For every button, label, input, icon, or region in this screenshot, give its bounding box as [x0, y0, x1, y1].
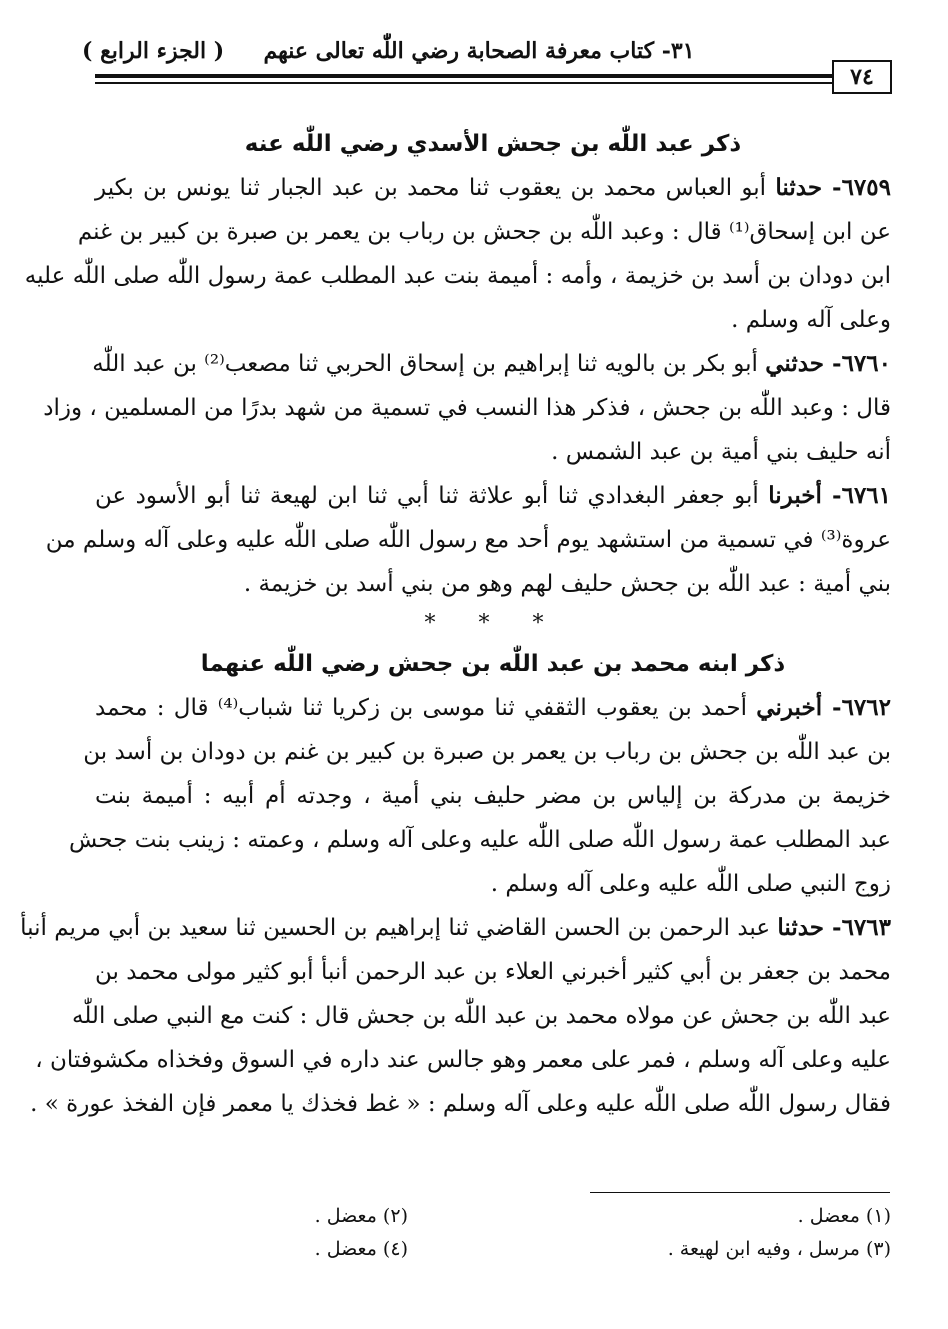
footnote-4: (٤) معضل .	[314, 1238, 408, 1260]
main-text	[20, 122, 892, 1126]
hadith-number: ٦٧٦١- أخبرنا	[768, 482, 892, 509]
hadith-number: ٦٧٦٣- حدثنا	[777, 914, 891, 941]
hadith-6763	[20, 906, 891, 1126]
hadith-6759	[24, 166, 891, 342]
hadith-6760	[43, 342, 891, 474]
section-heading-muhammad: ذكر ابنه محمد بن عبد اللّٰه بن جحش رضي اللّٰه عنهما	[200, 651, 786, 677]
hadith-text-line: محمد بن جعفر بن أبي كثير أخبرني العلاء بن عبد الرحمن أنبأ أبو كثير مولى محمد بن	[95, 959, 891, 985]
hadith-text-line: أبو بكر بن بالويه ثنا إبراهيم بن إسحاق الحربي ثنا مصعب⁽²⁾ بن عبد اللّٰه	[92, 351, 758, 377]
hadith-text-line: عبد المطلب عمة رسول اللّٰه صلى اللّٰه عليه وعلى آله وسلم ، وعمته : زينب بنت جحش	[69, 827, 891, 853]
hadith-text-line: زوج النبي صلى اللّٰه عليه وعلى آله وسلم .	[490, 871, 891, 897]
hadith-number: ٦٧٦٠- حدثني	[765, 350, 891, 377]
hadith-text-line: عن ابن إسحاق⁽¹⁾ قال : وعبد اللّٰه بن جحش بن رباب بن يعمر بن صبرة بن كبير بن غنم	[77, 219, 891, 245]
hadith-6762	[69, 686, 891, 906]
running-header-title: ٣١- كتاب معرفة الصحابة رضي اللّٰه تعالى عنهم	[263, 38, 695, 64]
hadith-text-line: فقال رسول اللّٰه صلى اللّٰه عليه وعلى آله وسلم : « غط فخذك يا معمر فإن الفخذ عورة » .	[30, 1091, 891, 1117]
hadith-6761	[45, 474, 892, 606]
hadith-text-line: أنه حليف بني أمية بن عبد الشمس .	[551, 439, 891, 465]
hadith-text-line: عبد الرحمن بن الحسن القاضي ثنا إبراهيم بن الحسين ثنا سعيد بن أبي مريم أنبأ	[20, 915, 771, 941]
section-separator: * * *	[424, 611, 562, 636]
hadith-text-line: عروة⁽³⁾ في تسمية من استشهد يوم أحد مع رسول اللّٰه صلى اللّٰه عليه وعلى آله وسلم من	[45, 527, 891, 553]
hadith-number: ٦٧٥٩- حدثنا	[775, 174, 891, 201]
footnote-1: (١) معضل .	[797, 1205, 891, 1227]
footnote-2: (٢) معضل .	[314, 1205, 408, 1227]
page-number: ٧٤	[850, 64, 874, 90]
header-rule-thin	[95, 82, 833, 84]
hadith-text-line: بني أمية : عبد اللّٰه بن جحش حليف لهم وهو من بني أسد بن خزيمة .	[243, 571, 891, 597]
section-heading-abdullah: ذكر عبد اللّٰه بن جحش الأسدي رضي اللّٰه عنه	[244, 131, 742, 157]
header-rule-thick	[95, 74, 833, 78]
hadith-text-line: أبو جعفر البغدادي ثنا أبو علاثة ثنا أبي ثنا ابن لهيعة ثنا أبو الأسود عن	[95, 483, 759, 509]
hadith-text-line: بن عبد اللّٰه بن جحش بن رباب بن يعمر بن صبرة بن كبير بن غنم بن دودان بن أسد بن	[83, 739, 891, 765]
hadith-text-line: خزيمة بن مدركة بن إلياس بن مضر حليف بني أمية ، وجدته أم أبيه : أميمة بنت	[95, 783, 891, 809]
hadith-number: ٦٧٦٢- أخبرني	[756, 694, 891, 721]
footnote-3: (٣) مرسل ، وفيه ابن لهيعة .	[667, 1238, 891, 1260]
hadith-text-line: ابن دودان بن أسد بن خزيمة ، وأمه : أميمة بنت عبد المطلب عمة رسول اللّٰه صلى اللّٰه عليه	[24, 263, 891, 289]
hadith-text-line: أبو العباس محمد بن يعقوب ثنا محمد بن عبد الجبار ثنا يونس بن بكير	[95, 175, 767, 201]
hadith-text-line: وعلى آله وسلم .	[731, 307, 891, 333]
footnote-rule	[590, 1192, 890, 1193]
hadith-text-line: عليه وعلى آله وسلم ، فمر على معمر وهو جالس عند داره في السوق وفخذاه مكشوفتان ،	[35, 1047, 891, 1073]
hadith-text-line: عبد اللّٰه بن جحش عن مولاه محمد بن عبد اللّٰه بن جحش قال : كنت مع النبي صلى اللّٰه	[71, 1003, 891, 1029]
page-number-box	[832, 60, 892, 94]
running-header-volume: ( الجزء الرابع )	[82, 38, 225, 64]
hadith-text-line: قال : وعبد اللّٰه بن جحش ، فذكر هذا النسب في تسمية من شهد بدرًا من المسلمين ، وزاد	[43, 395, 891, 421]
hadith-text-line: أحمد بن يعقوب الثقفي ثنا موسى بن زكريا ثنا شباب⁽⁴⁾ قال : محمد	[95, 695, 748, 721]
